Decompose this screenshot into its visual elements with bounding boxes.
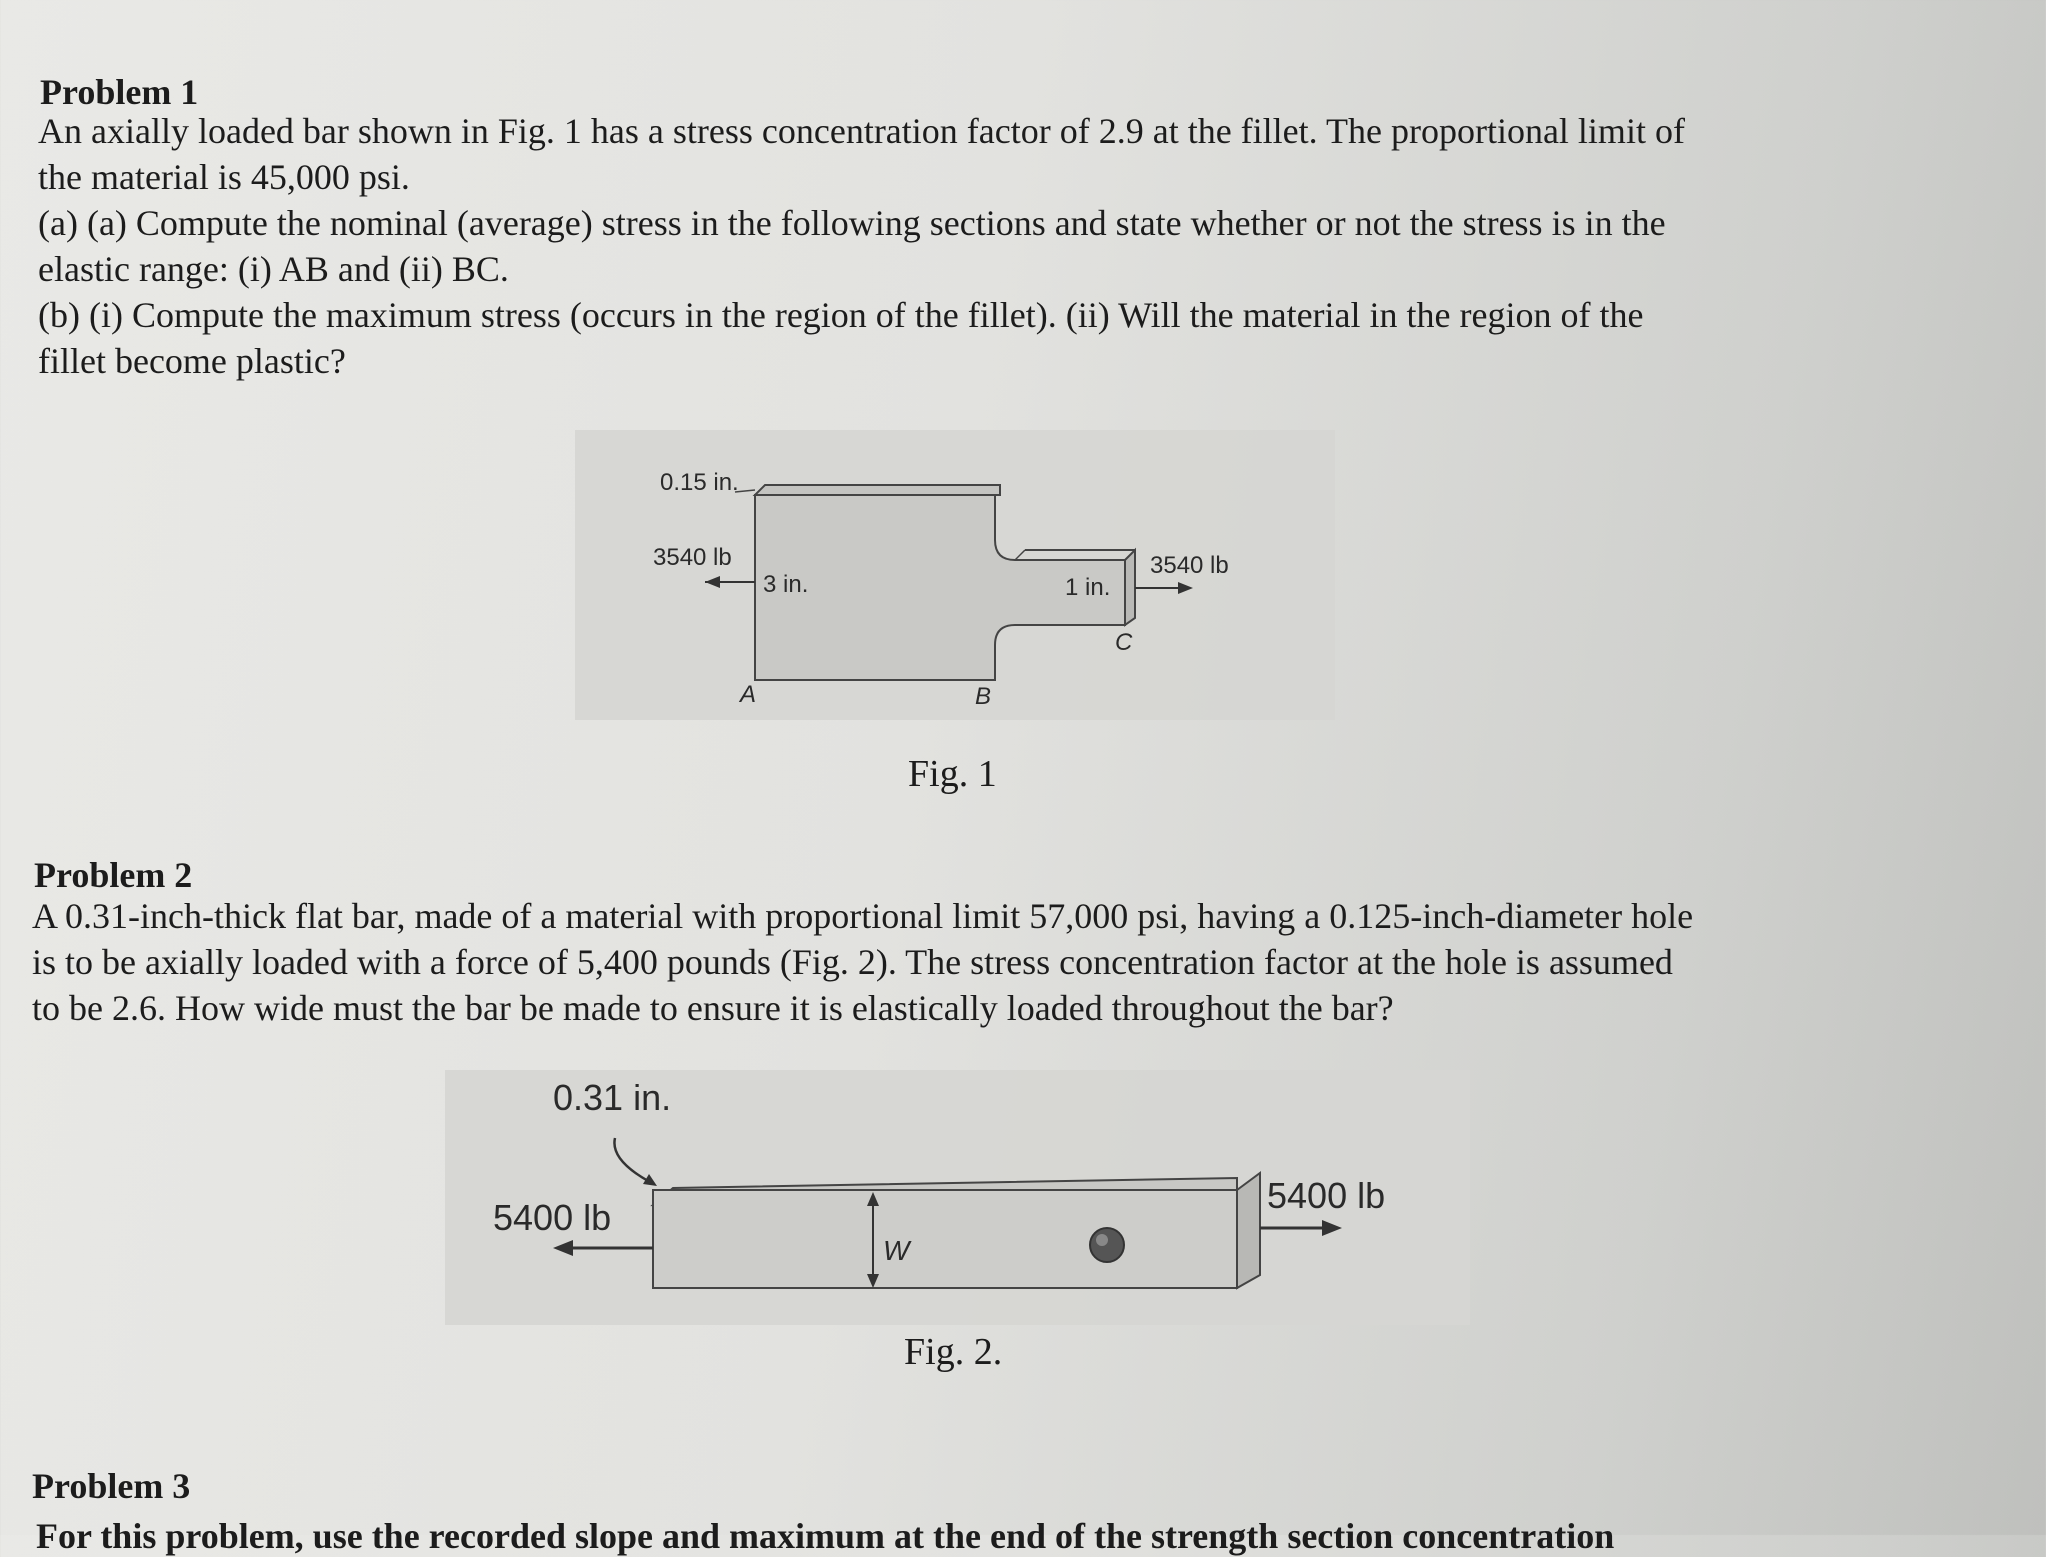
problem-2-line-2: is to be axially loaded with a force of 5,400 pounds (Fig. 2). The stress concentration factor at the hole is assumed [32, 942, 1673, 982]
fig1-point-a: A [740, 681, 757, 708]
fig2-bar-front-face [653, 1190, 1237, 1288]
fig1-right-arrow [1178, 582, 1193, 594]
fig1-thickness-label: 0.15 in. [660, 469, 739, 496]
fig1-bar-small-end [1125, 550, 1135, 625]
fig2-right-arrow [1322, 1220, 1342, 1236]
fig1-point-c: C [1115, 629, 1133, 656]
problem-1-line-3: (a) (a) Compute the nominal (average) stress in the following sections and state whether or not the stress is in the [38, 203, 1666, 243]
problem-1-line-4: elastic range: (i) AB and (ii) BC. [38, 249, 509, 289]
problem-1-text [38, 108, 1898, 384]
problem-1-line-1: An axially loaded bar shown in Fig. 1 has a stress concentration factor of 2.9 at the fillet. The proportional limit of [38, 111, 1685, 151]
figure-1-caption: Fig. 1 [908, 753, 997, 795]
fig2-thickness-leader [614, 1138, 650, 1182]
problem-1-line-5: (b) (i) Compute the maximum stress (occurs in the region of the fillet). (ii) Will the material in the region of the [38, 295, 1644, 335]
figure-1-diagram [575, 430, 1335, 730]
fig1-width-small-label: 1 in. [1065, 574, 1111, 601]
problem-1-line-6: fillet become plastic? [38, 341, 346, 381]
fig2-width-label: W [883, 1235, 910, 1266]
figure-2-caption: Fig. 2. [904, 1331, 1003, 1373]
problem-1-heading: Problem 1 [40, 72, 199, 112]
problem-3-cut-line: For this problem, use the recorded slope and maximum at the end of the strength section concentration [36, 1516, 1615, 1556]
fig2-left-arrow [553, 1240, 573, 1256]
problem-2-line-3: to be 2.6. How wide must the bar be made to ensure it is elastically loaded throughout the bar? [32, 988, 1394, 1028]
problem-2-line-1: A 0.31-inch-thick flat bar, made of a material with proportional limit 57,000 psi, having a 0.125-inch-diameter hole [32, 896, 1694, 936]
fig1-load-right-label: 3540 lb [1150, 552, 1229, 579]
fig1-load-left-label: 3540 lb [653, 544, 732, 571]
fig2-bar-end-face [1237, 1173, 1260, 1288]
problem-2-heading: Problem 2 [34, 855, 193, 895]
fig2-load-left-label: 5400 lb [493, 1197, 612, 1238]
problem-2-text [32, 893, 1992, 1031]
fig1-bar-top-edge-small [1015, 550, 1025, 560]
problem-1-line-2: the material is 45,000 psi. [38, 157, 410, 197]
figure-2-diagram [445, 1070, 1470, 1340]
fig2-hole [1090, 1228, 1124, 1262]
fig2-thickness-label: 0.31 in. [553, 1077, 672, 1118]
problem-3-heading: Problem 3 [32, 1466, 191, 1506]
fig1-bar-top-face [755, 485, 1000, 495]
fig1-point-b: B [975, 683, 992, 710]
fig1-width-large-label: 3 in. [763, 571, 809, 598]
fig2-load-right-label: 5400 lb [1267, 1175, 1386, 1216]
fig1-left-arrow [705, 576, 720, 588]
